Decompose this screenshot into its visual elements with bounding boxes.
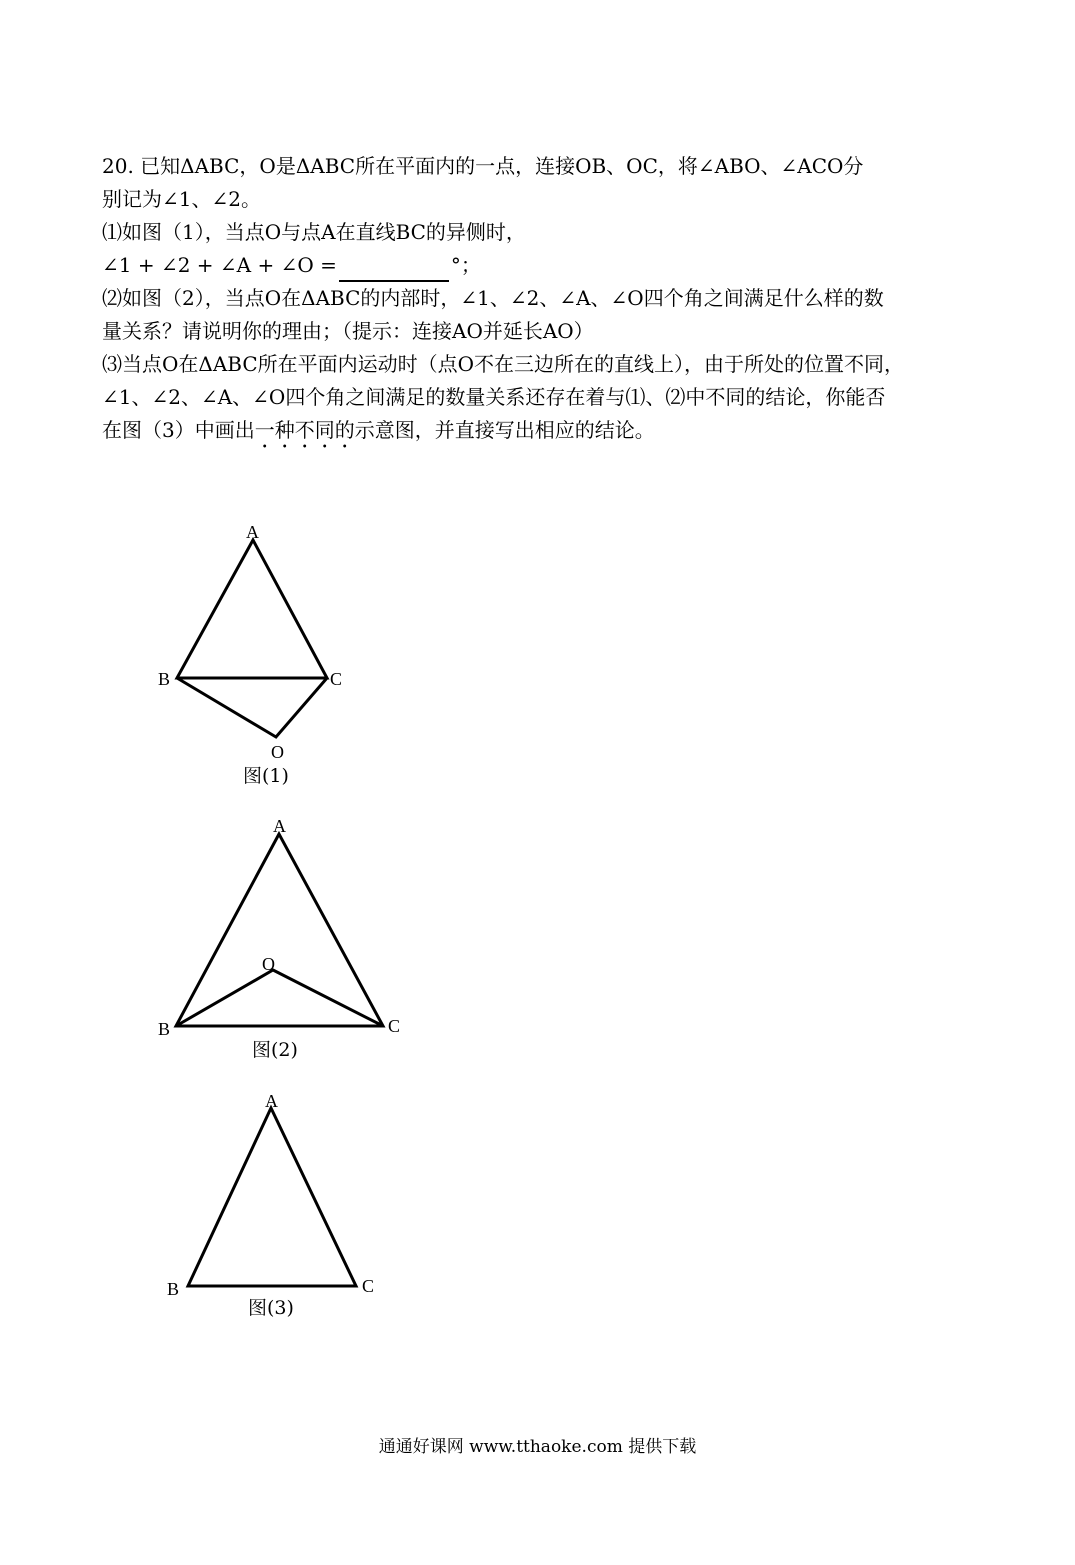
figure-1 xyxy=(158,522,342,787)
fig1-label-c: C xyxy=(330,669,343,689)
figure-2 xyxy=(158,816,400,1061)
fig3-caption: 图(3) xyxy=(248,1297,294,1319)
fig3-triangle-abc xyxy=(188,1108,356,1286)
problem-line-1: 20. 已知ΔABC，O是ΔABC所在平面内的一点，连接OB、OC，将∠ABO、∠ACO分 xyxy=(102,154,864,178)
fig1-caption: 图(1) xyxy=(243,765,289,787)
line-9-suffix: 示意图，并直接写出相应的结论。 xyxy=(354,418,655,442)
footer-source: 通通好课网 www.tthaoke.com 提供下载 xyxy=(378,1437,697,1457)
angle-sum-expression: ∠1 + ∠2 + ∠A + ∠O = xyxy=(102,253,337,277)
fig1-label-b: B xyxy=(158,669,171,689)
fig2-caption: 图(2) xyxy=(252,1039,298,1061)
fig3-label-c: C xyxy=(362,1276,375,1296)
problem-line-6: 量关系？请说明你的理由；（提示：连接AO并延长AO） xyxy=(102,319,594,343)
fig3-label-a: A xyxy=(265,1091,278,1111)
fig3-label-b: B xyxy=(167,1279,180,1299)
emphasized-text: 一种不同的 xyxy=(254,418,355,442)
fig1-label-a: A xyxy=(246,522,259,542)
problem-line-8: ∠1、∠2、∠A、∠O四个角之间满足的数量关系还存在着与⑴、⑵中不同的结论，你能否 xyxy=(102,385,886,409)
fig1-triangle-abc xyxy=(177,540,327,678)
problem-line-5: ⑵如图（2），当点O在ΔABC的内部时，∠1、∠2、∠A、∠O四个角之间满足什么样的数 xyxy=(102,286,884,310)
fig1-label-o: O xyxy=(271,742,284,762)
fig2-path-bo-oc xyxy=(176,970,383,1026)
fig2-label-b: B xyxy=(158,1019,171,1039)
problem-line-2: 别记为∠1、∠2。 xyxy=(102,187,261,211)
fig2-triangle-abc xyxy=(176,834,383,1026)
problem-line-3: ⑴如图（1），当点O与点A在直线BC的异侧时， xyxy=(102,220,526,244)
fig2-label-c: C xyxy=(388,1016,401,1036)
problem-line-7: ⑶当点O在ΔABC所在平面内运动时（点O不在三边所在的直线上），由于所处的位置不同， xyxy=(102,352,905,376)
fig1-path-bo-oc xyxy=(177,678,327,737)
fig2-label-o: O xyxy=(262,954,275,974)
line-9-prefix: 在图（3）中画出 xyxy=(102,418,255,442)
figure-3 xyxy=(167,1091,374,1319)
fig2-label-a: A xyxy=(273,816,286,836)
degree-suffix: °； xyxy=(450,253,481,277)
